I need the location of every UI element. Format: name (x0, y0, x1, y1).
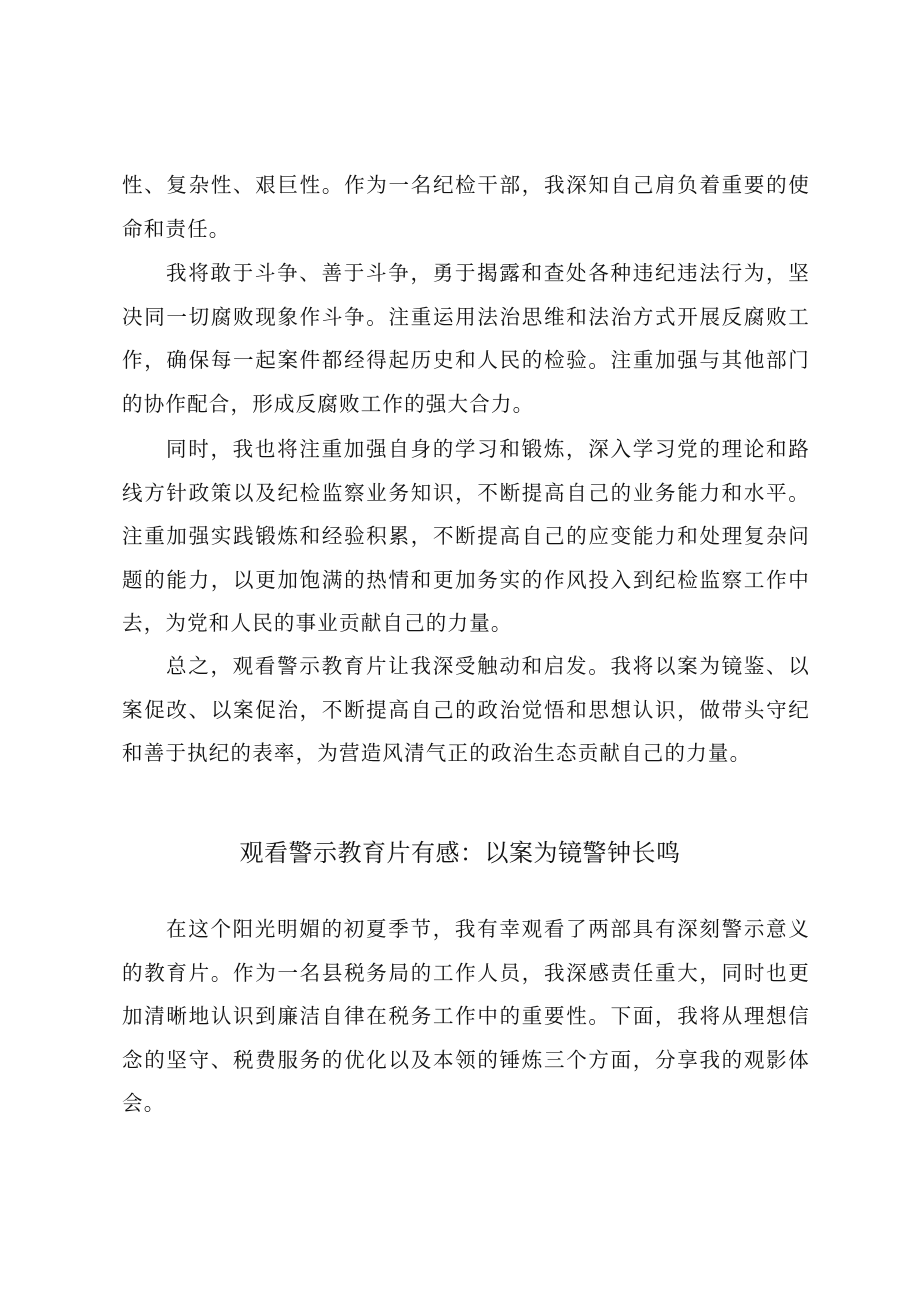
paragraph-struggle: 我将敢于斗争、善于斗争，勇于揭露和查处各种违纪违法行为，坚决同一切腐败现象作斗争。注重运用法治思维和法治方式开展反腐败工作，确保每一起案件都经得起历史和人民的检验。注重加强与其他部门的协作配合，形成反腐败工作的强大合力。 (122, 261, 810, 416)
paragraph-intro: 在这个阳光明媚的初夏季节，我有幸观看了两部具有深刻警示意义的教育片。作为一名县税务局的工作人员，我深感责任重大，同时也更加清晰地认识到廉洁自律在税务工作中的重要性。下面，我将从理想信念的坚守、税费服务的优化以及本领的锤炼三个方面，分享我的观影体会。 (122, 917, 810, 1116)
paragraph-conclusion: 总之，观看警示教育片让我深受触动和启发。我将以案为镜鉴、以案促改、以案促治，不断提高自己的政治觉悟和思想认识，做带头守纪和善于执纪的表率，为营造风清气正的政治生态贡献自己的力量。 (122, 654, 810, 766)
section-heading: 观看警示教育片有感：以案为镜警钟长鸣 (239, 839, 681, 867)
paragraph-continuation: 性、复杂性、艰巨性。作为一名纪检干部，我深知自己肩负着重要的使命和责任。 (122, 173, 810, 241)
paragraph-learning: 同时，我也将注重加强自身的学习和锻炼，深入学习党的理论和路线方针政策以及纪检监察业务知识，不断提高自己的业务能力和水平。注重加强实践锻炼和经验积累，不断提高自己的应变能力和处理复杂问题的能力，以更加饱满的热情和更加务实的作风投入到纪检监察工作中去，为党和人民的事业贡献自己的力量。 (122, 437, 810, 636)
